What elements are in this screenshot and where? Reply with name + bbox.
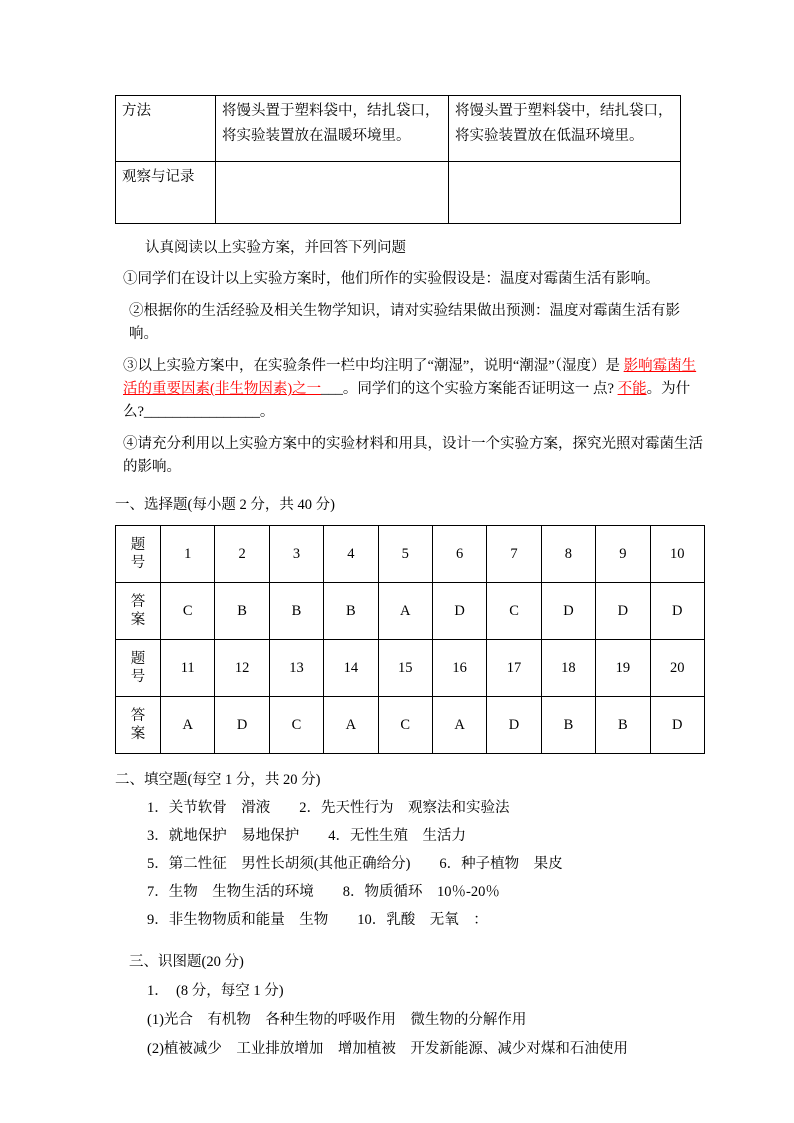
answer-cell: D: [432, 583, 486, 640]
answer-cell: D: [541, 583, 595, 640]
question-number-cell: 14: [324, 640, 378, 697]
question-number-cell: 5: [378, 526, 432, 583]
answer-cell: C: [161, 583, 215, 640]
fill-answer-line: 5．第二性征 男性长胡须(其他正确给分) 6．种子植物 果皮: [147, 856, 563, 872]
question-3: [115, 355, 705, 424]
answer-cell: A: [161, 697, 215, 754]
question-number-cell: 6: [432, 526, 486, 583]
experiment-observe-cold: [449, 162, 681, 224]
section3-answers: [115, 980, 705, 1060]
answer-table-row-answers-1: [116, 583, 705, 640]
question-number-cell: 7: [487, 526, 541, 583]
experiment-observe-warm: [216, 162, 449, 224]
experiment-row-label: 方法: [116, 96, 216, 162]
question-number-cell: 3: [269, 526, 323, 583]
answer-table-row-answers-2: [116, 697, 705, 754]
question-number-cell: 12: [215, 640, 269, 697]
answer-row-label: 题号: [116, 526, 161, 583]
experiment-method-cold: 将馒头置于塑料袋中，结扎袋口，将实验装置放在低温环境里。: [449, 96, 681, 162]
answer-cell: D: [650, 697, 704, 754]
answer-cell: D: [487, 697, 541, 754]
question-number-cell: 1: [161, 526, 215, 583]
answer-cell: B: [596, 697, 650, 754]
answer-cell: D: [596, 583, 650, 640]
question-number-cell: 17: [487, 640, 541, 697]
answer-row-label: 答案: [116, 583, 161, 640]
intro-text: 认真阅读以上实验方案，并回答下列问题: [145, 240, 406, 256]
fill-answer-line: 9．非生物物质和能量 生物 10．乳酸 无氧 ：: [147, 912, 488, 928]
answer-table-row-numbers-2: [116, 640, 705, 697]
experiment-table: [115, 95, 681, 224]
section3-title: 三、识图题(20 分): [129, 954, 244, 970]
answer-row-label: 答案: [116, 697, 161, 754]
fill-answer-line: 1．关节软骨 滑液 2．先天性行为 观察法和实验法: [147, 800, 510, 816]
question-number-cell: 8: [541, 526, 595, 583]
answer-table: [115, 525, 705, 754]
experiment-row-label: 观察与记录: [116, 162, 216, 224]
section2-title: 二、填空题(每空 1 分，共 20 分): [115, 772, 321, 788]
answer-cell: D: [650, 583, 704, 640]
answer-cell: C: [487, 583, 541, 640]
question-number-cell: 11: [161, 640, 215, 697]
question-3-answer-red: 不能: [617, 381, 647, 397]
question-number-cell: 19: [596, 640, 650, 697]
question-number-cell: 20: [650, 640, 704, 697]
experiment-table-row-method: [116, 96, 681, 162]
answer-cell: B: [269, 583, 323, 640]
fill-answer-line: 7．生物 生物生活的环境 8．物质循环 10％-20％: [147, 884, 500, 900]
fill-answer-line: 3．就地保护 易地保护 4．无性生殖 生活力: [147, 828, 466, 844]
question-number-cell: 4: [324, 526, 378, 583]
answer-cell: A: [324, 697, 378, 754]
answer-cell: B: [215, 583, 269, 640]
diagram-answer-line: (2)植被减少 工业排放增加 增加植被 开发新能源、减少对煤和石油使用: [147, 1041, 628, 1057]
question-3-text: 。为什么?________________。: [123, 381, 691, 420]
question-4: ④请充分利用以上实验方案中的实验材料和用具，设计一个实验方案，探究光照对霉菌生活的影响。: [123, 436, 703, 475]
question-3-answer-red: 影响霉菌生活的重要因素(非生物因素)之一: [123, 358, 697, 397]
question-number-cell: 13: [269, 640, 323, 697]
question-2: ②根据你的生活经验及相关生物学知识，请对实验结果做出预测：温度对霉菌生活有影响。: [129, 303, 680, 342]
question-1: ①同学们在设计以上实验方案时，他们所作的实验假设是：温度对霉菌生活有影响。: [123, 271, 660, 287]
answer-cell: C: [269, 697, 323, 754]
question-number-cell: 15: [378, 640, 432, 697]
answer-cell: C: [378, 697, 432, 754]
answer-cell: D: [215, 697, 269, 754]
question-3-text: ___。同学们的这个实验方案能否证明这一 点?: [321, 381, 618, 397]
answer-cell: B: [541, 697, 595, 754]
answer-cell: B: [324, 583, 378, 640]
question-number-cell: 18: [541, 640, 595, 697]
answer-table-row-numbers-1: [116, 526, 705, 583]
question-number-cell: 10: [650, 526, 704, 583]
section2-answers: [115, 797, 705, 931]
experiment-method-warm: 将馒头置于塑料袋中，结扎袋口，将实验装置放在温暖环境里。: [216, 96, 449, 162]
diagram-answer-line: (1)光合 有机物 各种生物的呼吸作用 微生物的分解作用: [147, 1012, 527, 1028]
question-number-cell: 2: [215, 526, 269, 583]
section1-title: 一、选择题(每小题 2 分，共 40 分): [115, 497, 335, 513]
question-3-text: ③以上实验方案中，在实验条件一栏中均注明了“潮湿”，说明“潮湿”（湿度）是: [123, 358, 624, 374]
experiment-table-row-observe: [116, 162, 681, 224]
answer-cell: A: [378, 583, 432, 640]
question-number-cell: 9: [596, 526, 650, 583]
answer-cell: A: [432, 697, 486, 754]
question-number-cell: 16: [432, 640, 486, 697]
answer-row-label: 题号: [116, 640, 161, 697]
section3-subtitle: 1． (8 分，每空 1 分): [147, 983, 284, 999]
